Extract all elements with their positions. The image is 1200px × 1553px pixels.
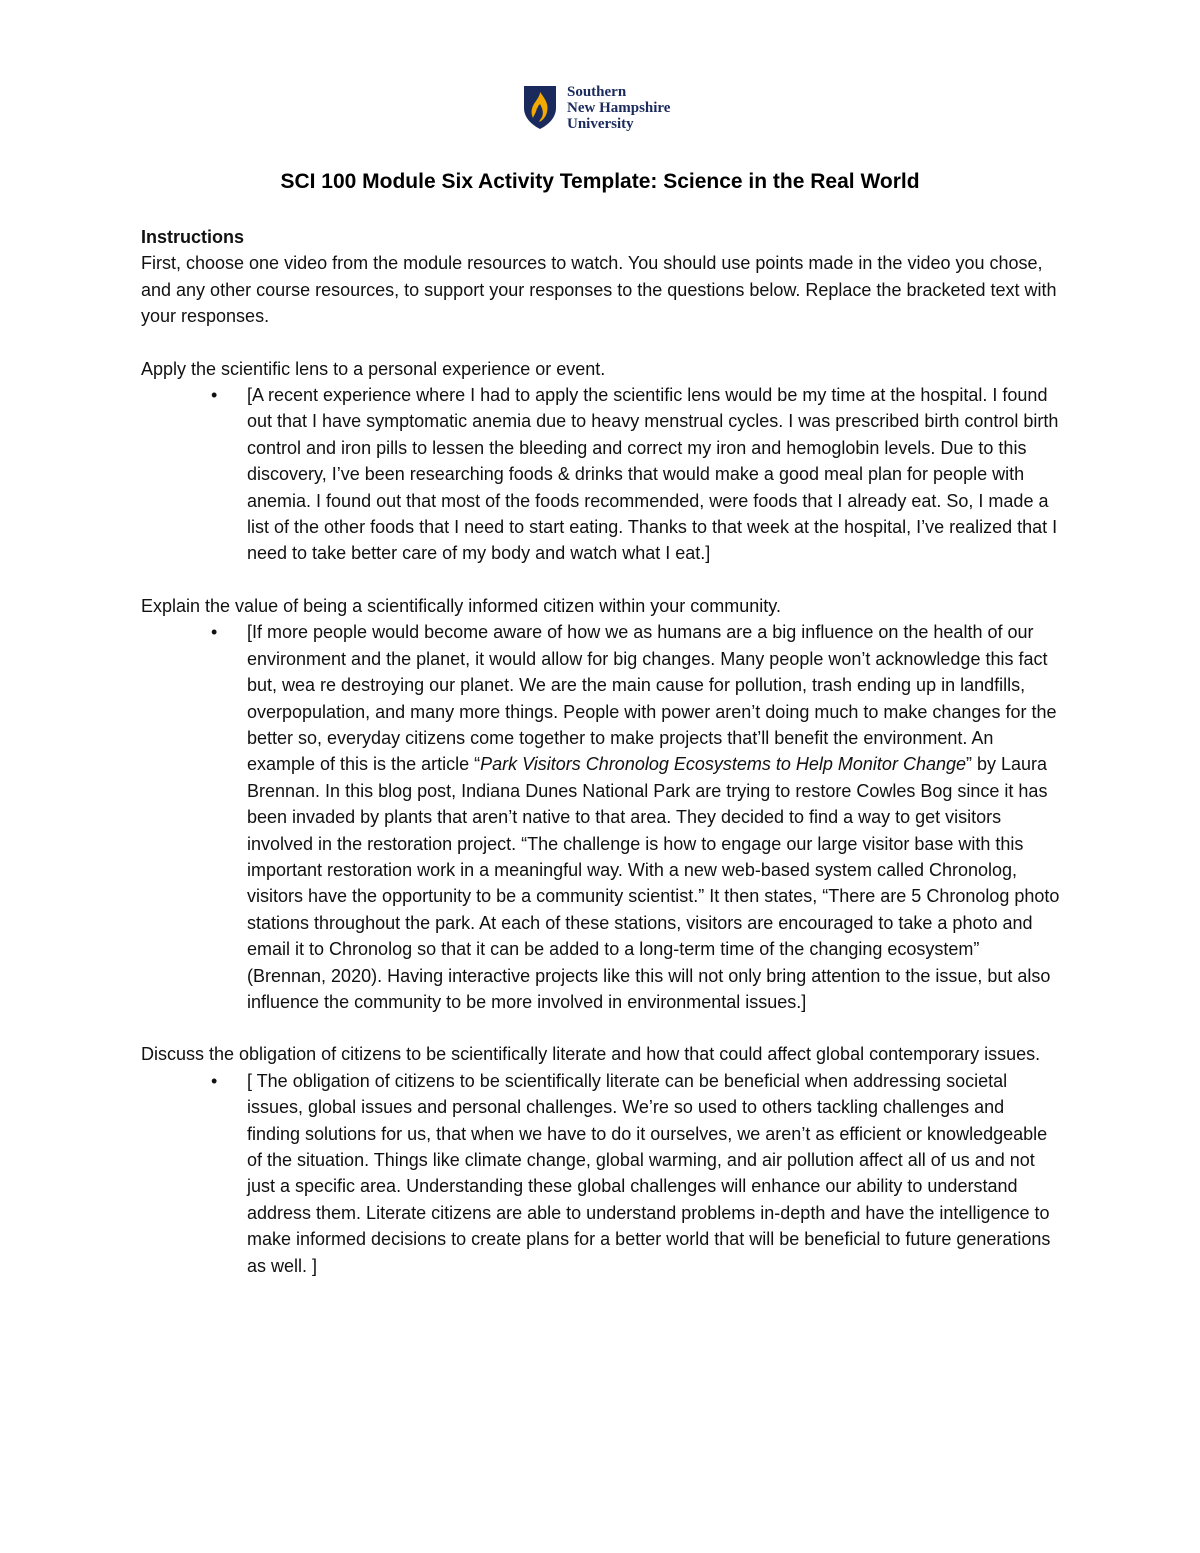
bullet-marker: • [211, 1070, 218, 1091]
bullet-marker: • [211, 622, 218, 643]
section-3-response-item [141, 1068, 1061, 1279]
logo-line-2: New Hampshire [567, 100, 671, 116]
spacer [141, 567, 1061, 593]
section-2-response-part-1: [If more people would become aware of how we as humans are a big influence on the health of our environment and the planet, it would allow for big changes. Many people won’t acknowledge this fact but, wea re destroying our planet. We are the main cause for pollution, trash ending up in landfills, overpopulation, and many more things. People with power aren’t doing much to make changes for the better so, everyday citizens come together to make projects that’ll benefit the environment. An example of this is the article “ [247, 622, 1057, 775]
document-body [141, 224, 1061, 1279]
logo-wordmark [567, 84, 670, 132]
logo-line-3: University [567, 116, 634, 132]
section-2-response-item [141, 619, 1061, 1015]
spacer [141, 1015, 1061, 1041]
section-1-prompt: Apply the scientific lens to a personal experience or event. [141, 358, 606, 379]
spacer [141, 330, 1061, 356]
section-1-response: [A recent experience where I had to apply the scientific lens would be my time at the hospital. I found out that I have symptomatic anemia due to heavy menstrual cycles. I was prescribed birth control birth control and iron pills to lessen the bleeding and correct my iron and hemoglobin levels. Due to this discovery, I’ve been researching foods & drinks that would make a good meal plan for people with anemia. I found out that most of the foods recommended, were foods that I already eat. So, I made a list of the other foods that I need to start eating. Thanks to that week at the hospital, I’ve realized that I need to take better care of my body and watch what I eat.] [247, 385, 1059, 564]
section-2-response-part-2: ” by Laura Brennan. In this blog post, Indiana Dunes National Park are trying to restore Cowles Bog since it has been invaded by plants that aren’t native to that area. They decided to find a way to get visitors involved in the restoration project. “The challenge is how to engage our large visitor base with this important restoration work in a meaningful way. With a new web-based system called Chronolog, visitors have the opportunity to be a community scientist.” It then states, “There are 5 Chronolog photo stations throughout the park. At each of these stations, visitors are encouraged to take a photo and email it to Chronolog so that it can be added to a long-term time of the changing ecosystem” (Brennan, 2020). Having interactive projects like this will not only bring attention to the issue, but also influence the community to be more involved in environmental issues.] [247, 754, 1060, 1012]
section-3-prompt: Discuss the obligation of citizens to be scientifically literate and how that could affect global contemporary issues. [141, 1044, 1041, 1065]
instructions-text: First, choose one video from the module resources to watch. You should use points made in the video you chose, and any other course resources, to support your responses to the questions below. Replace the bracketed text with your responses. [141, 253, 1057, 327]
article-title: Park Visitors Chronolog Ecosystems to Help Monitor Change [480, 754, 966, 775]
section-2-response [247, 622, 1059, 1012]
section-1-response-item [141, 382, 1061, 567]
university-logo [522, 84, 692, 134]
section-3-response: [ The obligation of citizens to be scientifically literate can be beneficial when addressing societal issues, global issues and personal challenges. We’re so used to others tackling challenges and finding solutions for us, that when we have to do it ourselves, we aren’t as efficient or knowledgeable of the situation. Things like climate change, global warming, and air pollution affect all of us and not just a specific area. Understanding these global challenges will enhance our ability to understand address them. Literate citizens are able to understand problems in-depth and have the intelligence to make informed decisions to create plans for a better world that will be beneficial to future generations as well. ] [247, 1070, 1051, 1276]
section-2-prompt: Explain the value of being a scientifically informed citizen within your community. [141, 595, 781, 616]
logo-line-1: Southern [567, 84, 627, 100]
instructions-heading: Instructions [141, 227, 245, 247]
shield-flame-icon [522, 84, 558, 130]
document-title: SCI 100 Module Six Activity Template: Science in the Real World [280, 170, 920, 193]
bullet-marker: • [211, 385, 218, 406]
